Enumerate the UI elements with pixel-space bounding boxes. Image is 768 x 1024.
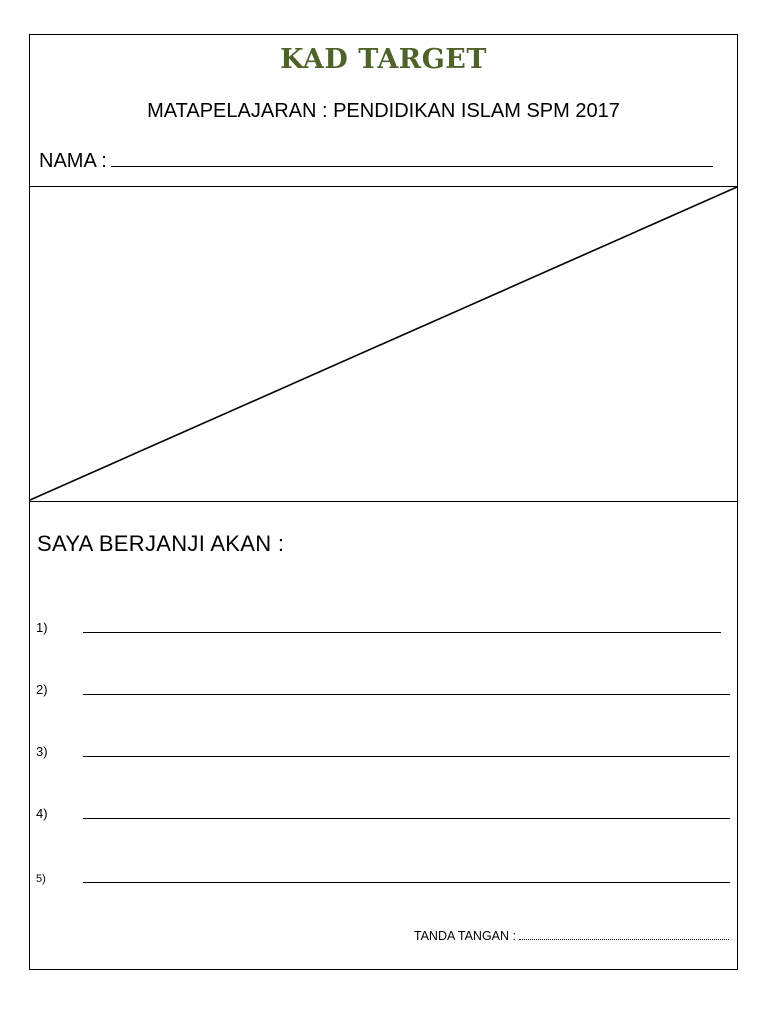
signature-field[interactable] [519, 929, 729, 940]
signature-label: TANDA TANGAN : [413, 929, 516, 943]
promise-item-3 [36, 739, 726, 759]
promise-field[interactable] [83, 756, 730, 757]
name-label: NAMA : [39, 150, 107, 172]
card-header [30, 35, 737, 187]
promise-number: 5) [36, 873, 46, 885]
promise-field[interactable] [83, 694, 730, 695]
diagonal-divider [30, 187, 737, 501]
promise-heading: SAYA BERJANJI AKAN : [37, 531, 285, 556]
promise-number: 3) [36, 744, 48, 759]
promise-item-1 [36, 615, 726, 635]
promise-number: 1) [36, 620, 48, 635]
signature-row [414, 929, 729, 943]
promise-number: 4) [36, 806, 48, 821]
name-row [39, 146, 713, 173]
promise-item-4 [36, 801, 726, 821]
promise-item-5 [36, 865, 726, 885]
promise-field[interactable] [83, 818, 730, 819]
target-card [29, 34, 738, 970]
name-field[interactable] [111, 146, 713, 167]
card-title: KAD TARGET [280, 44, 487, 75]
target-box [30, 187, 737, 502]
promise-field[interactable] [83, 632, 721, 633]
promise-number: 2) [36, 682, 48, 697]
promise-field[interactable] [83, 882, 730, 883]
promise-item-2 [36, 677, 726, 697]
subject-line: MATAPELAJARAN : PENDIDIKAN ISLAM SPM 2017 [147, 100, 620, 122]
diagonal-line [30, 187, 737, 500]
